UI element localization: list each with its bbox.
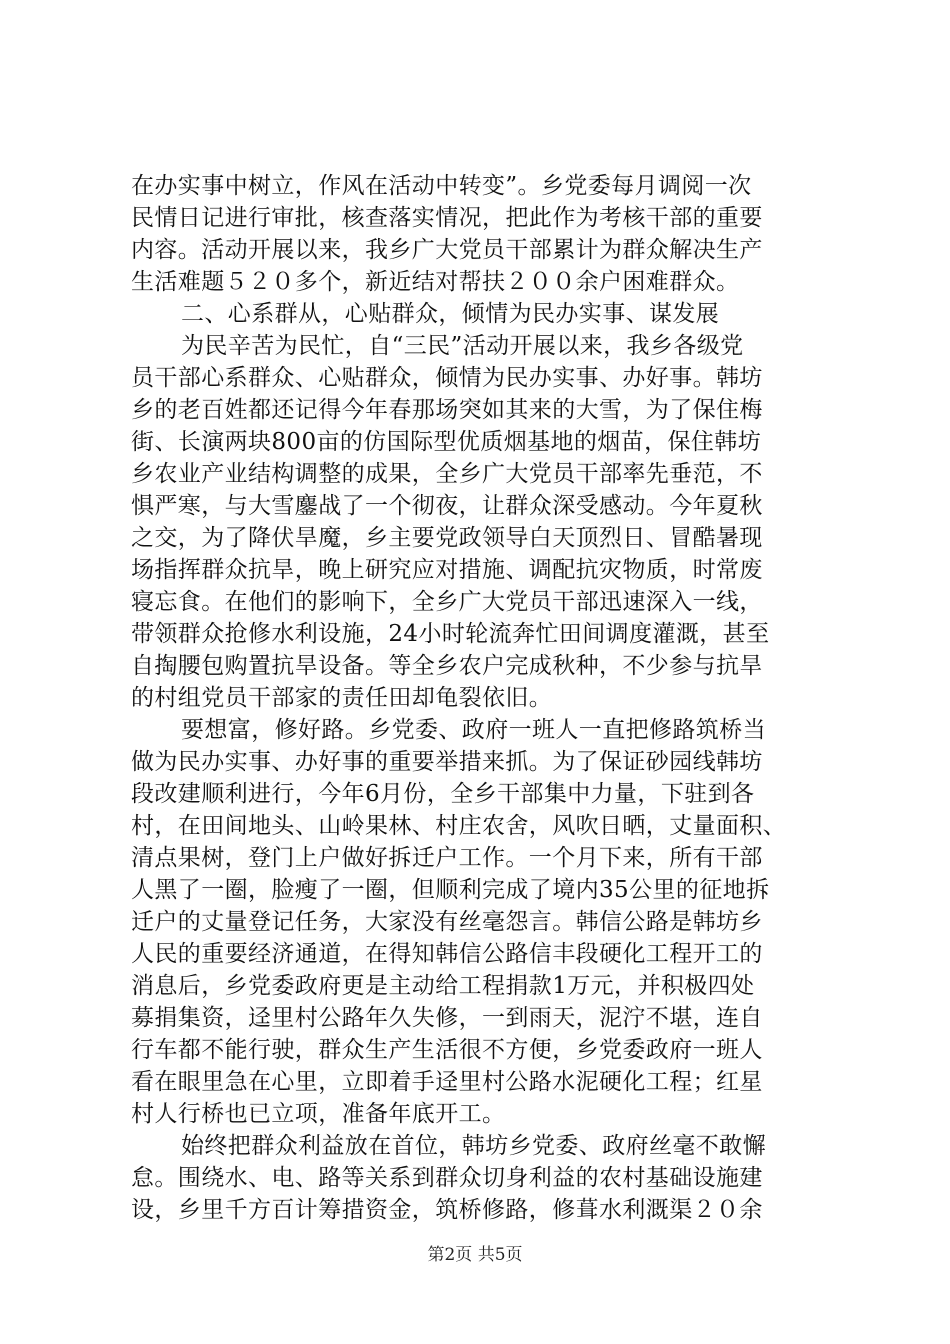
text-line: 民情日记进行审批，核查落实情况，把此作为考核干部的重要: [131, 205, 763, 231]
text-line: 为民辛苦为民忙，自“三民”活动开展以来，我乡各级党: [181, 333, 744, 359]
text-line: 乡的老百姓都还记得今年春那场突如其来的大雪，为了保住梅: [131, 397, 763, 423]
document-body: [131, 170, 831, 1226]
text-line: 寝忘食。在他们的影响下，全乡广大党员干部迅速深入一线，: [131, 589, 763, 615]
text-line: 带领群众抢修水利设施，24小时轮流奔忙田间调度灌溉，甚至: [131, 621, 770, 647]
text-line: 的村组党员干部家的责任田却龟裂依旧。: [131, 685, 553, 711]
text-line: 迁户的丈量登记任务，大家没有丝毫怨言。韩信公路是韩坊乡: [131, 909, 763, 935]
text-line: 村，在田间地头、山岭果林、村庄农舍，风吹日晒，丈量面积、: [131, 813, 787, 839]
text-line: 段改建顺利进行，今年6月份，全乡干部集中力量，下驻到各: [131, 781, 755, 807]
text-line: 清点果树，登门上户做好拆迁户工作。一个月下来，所有干部: [131, 845, 763, 871]
text-line: 设，乡里千方百计筹措资金，筑桥修路，修葺水利溉渠２０余: [131, 1197, 763, 1223]
text-line: 街、长演两块800亩的仿国际型优质烟基地的烟苗，保住韩坊: [131, 429, 762, 455]
text-line: 村人行桥也已立项，准备年底开工。: [131, 1101, 506, 1127]
text-line: 在办实事中树立，作风在活动中转变”。乡党委每月调阅一次: [131, 173, 752, 199]
text-line: 要想富，修好路。乡党委、政府一班人一直把修路筑桥当: [181, 717, 766, 743]
text-line: 员干部心系群众、心贴群众，倾情为民办实事、办好事。韩坊: [131, 365, 763, 391]
page-footer: 第2页 共5页: [427, 1245, 523, 1265]
text-line: 乡农业产业结构调整的成果，全乡广大党员干部率先垂范，不: [131, 461, 763, 487]
text-line: 人黑了一圈，脸瘦了一圈，但顺利完成了境内35公里的征地拆: [131, 877, 770, 903]
text-line: 生活难题５２０多个，新近结对帮扶２００余户困难群众。: [131, 269, 740, 295]
text-line: 惧严寒，与大雪鏖战了一个彻夜，让群众深受感动。今年夏秋: [131, 493, 763, 519]
text-line: 募捐集资，迳里村公路年久失修，一到雨天，泥泞不堪，连自: [131, 1005, 763, 1031]
text-line: 之交，为了降伏旱魔，乡主要党政领导白天顶烈日、冒酷暑现: [131, 525, 763, 551]
text-line: 场指挥群众抗旱，晚上研究应对措施、调配抗灾物质，时常废: [131, 557, 763, 583]
text-line: 内容。活动开展以来，我乡广大党员干部累计为群众解决生产: [131, 237, 763, 263]
text-line: 二、心系群从，心贴群众，倾情为民办实事、谋发展: [181, 301, 720, 327]
text-line: 消息后，乡党委政府更是主动给工程捐款1万元，并积极四处: [131, 973, 755, 999]
text-line: 看在眼里急在心里，立即着手迳里村公路水泥硬化工程；红星: [131, 1069, 763, 1095]
text-line: 怠。围绕水、电、路等关系到群众切身利益的农村基础设施建: [131, 1165, 763, 1191]
text-line: 始终把群众利益放在首位，韩坊乡党委、政府丝毫不敢懈: [181, 1133, 766, 1159]
text-line: 行车都不能行驶，群众生产生活很不方便，乡党委政府一班人: [131, 1037, 763, 1063]
text-line: 人民的重要经济通道，在得知韩信公路信丰段硬化工程开工的: [131, 941, 763, 967]
text-line: 做为民办实事、办好事的重要举措来抓。为了保证砂园线韩坊: [131, 749, 763, 775]
text-line: 自掏腰包购置抗旱设备。等全乡农户完成秋种，不少参与抗旱: [131, 653, 763, 679]
